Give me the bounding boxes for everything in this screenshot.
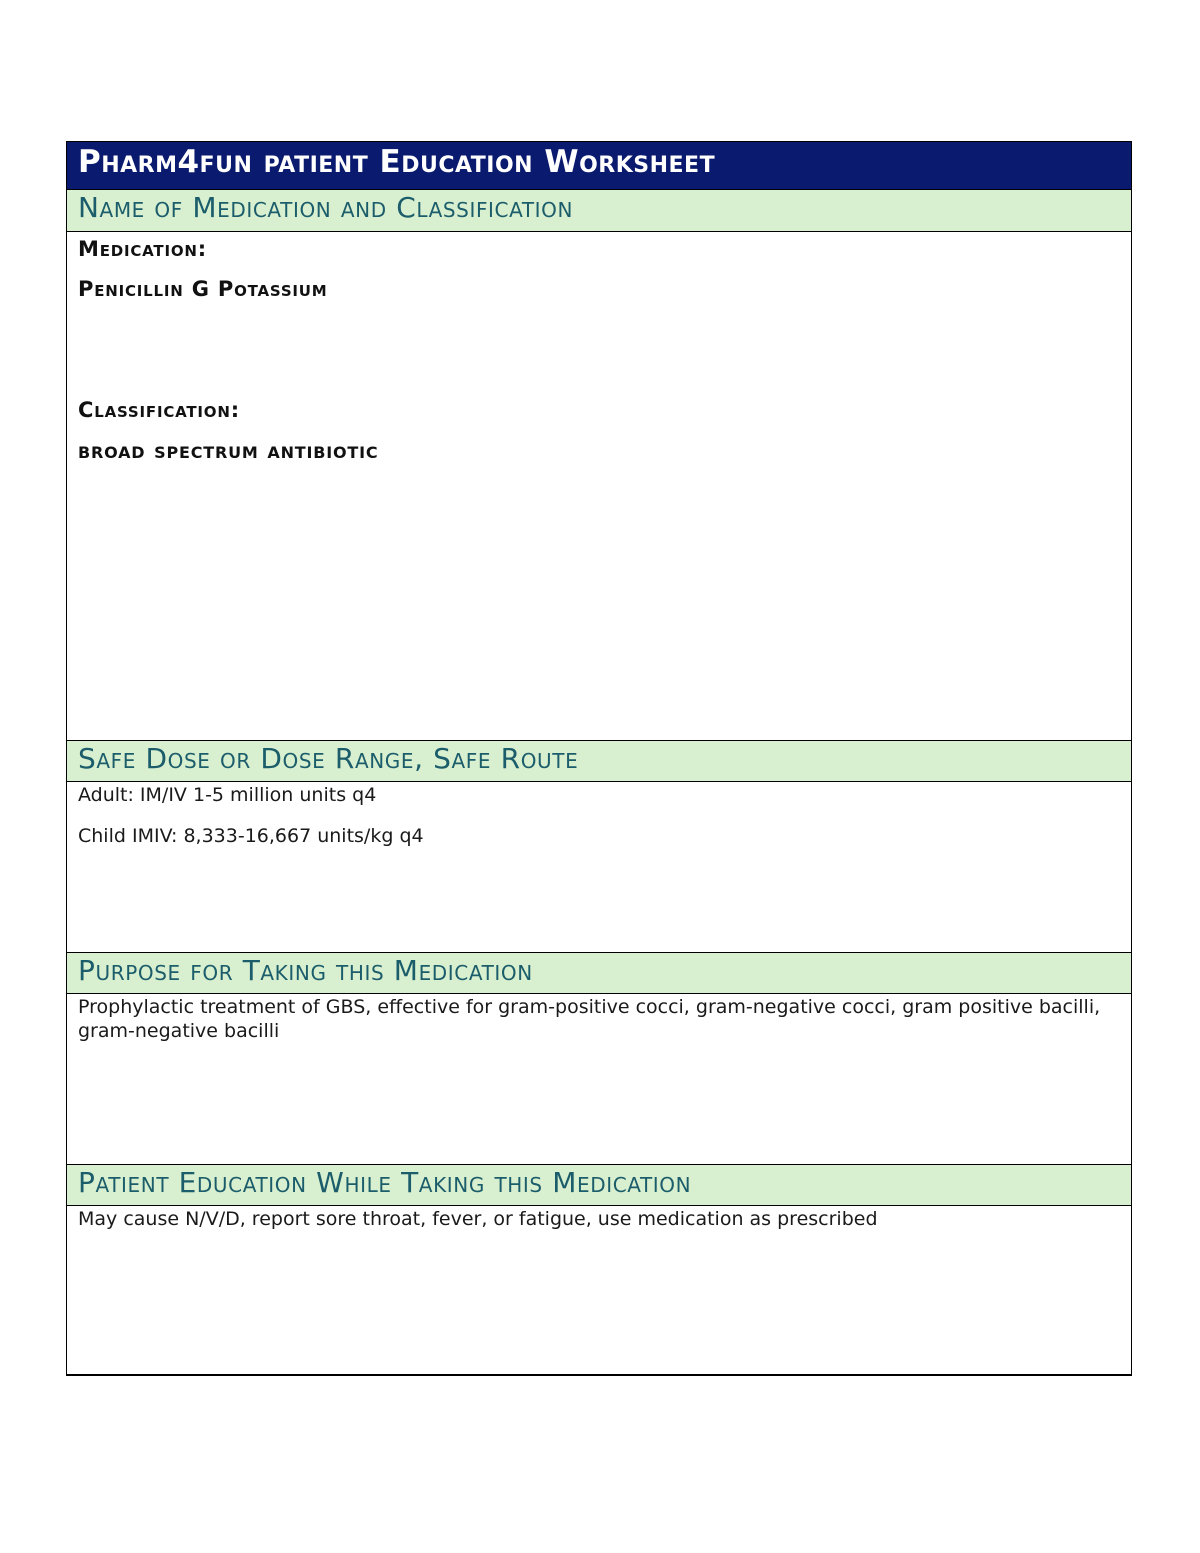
purpose-cell <box>67 994 1131 1164</box>
classification-value: broad spectrum antibiotic <box>78 438 379 464</box>
dose-child-line: Child IMIV: 8,333-16,667 units/kg q4 <box>78 825 424 847</box>
medication-value: Penicillin G Potassium <box>78 277 328 301</box>
classification-label: Classification: <box>78 398 240 422</box>
purpose-text: Prophylactic treatment of GBS, effective for gram-positive cocci, gram-negative cocci, gram positive bacilli, gram-negative bacilli <box>78 996 1101 1042</box>
dose-adult-line: Adult: IM/IV 1-5 million units q4 <box>78 784 377 806</box>
dose-cell <box>67 782 1131 952</box>
section-header-name-classification: Name of Medication and Classification <box>67 190 1131 232</box>
medication-classification-cell <box>67 232 1131 740</box>
worksheet-table <box>66 141 1132 1376</box>
section-header-purpose: Purpose for Taking this Medication <box>67 952 1131 994</box>
section-header-education: Patient Education While Taking this Medication <box>67 1164 1131 1206</box>
education-cell <box>67 1206 1131 1374</box>
medication-label: Medication: <box>78 237 207 261</box>
section-header-dose: Safe Dose or Dose Range, Safe Route <box>67 740 1131 782</box>
worksheet-title: Pharm4fun patient Education Worksheet <box>67 142 1131 190</box>
education-text: May cause N/V/D, report sore throat, fever, or fatigue, use medication as prescribed <box>78 1208 878 1230</box>
